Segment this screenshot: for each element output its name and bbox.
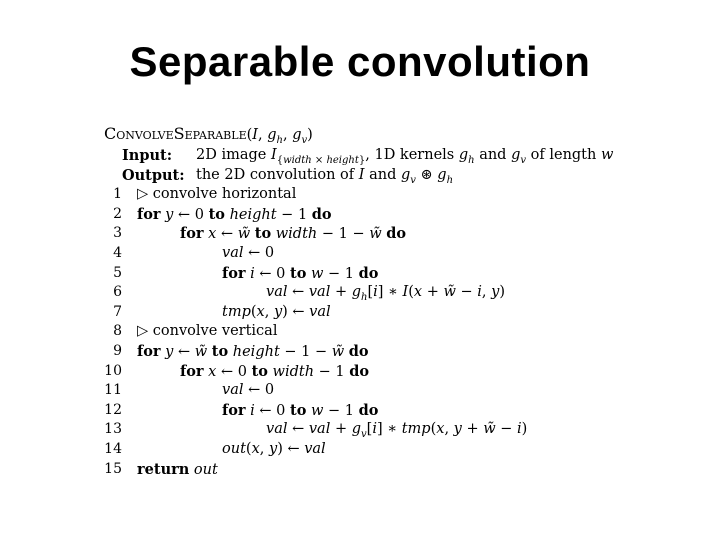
code-line [104,401,704,421]
code-line [104,283,704,303]
code-text: for i ← 0 to w − 1 do [222,264,379,282]
line-number: 4 [113,244,122,261]
code-line [104,303,704,323]
slide-title: Separable convolution [129,38,591,85]
line-number: 13 [104,421,122,438]
code-text: val ← 0 [222,382,275,399]
code-text: for x ← 0 to width − 1 do [180,362,370,380]
line-number: 3 [113,225,122,242]
algorithm-block [104,122,704,479]
code-line [104,205,704,225]
line-number: 14 [104,440,122,457]
code-line [104,185,704,205]
code-line [104,322,704,342]
code-line [104,420,704,440]
code-line [104,342,704,362]
code-text: for y ← w̃ to height − 1 − w̃ do [137,342,369,360]
line-number: 11 [104,382,122,399]
code-text: val ← val + $g_h[i]$ ∗ I(x + w̃ − i, y) [266,284,506,304]
code-text: ▷ convolve horizontal [137,186,297,203]
line-number: 8 [113,323,122,340]
code-text: return out [137,460,218,478]
line-number: 2 [113,205,122,222]
code-line [104,460,704,480]
code-text: out(x, y) ← val [222,440,326,457]
code-text: val ← 0 [222,244,275,261]
code-line [104,224,704,244]
code-text: tmp(x, y) ← val [222,303,331,320]
code-line [104,264,704,284]
algorithm-signature: ConvolveSeparable(I, $g_h$, $g_v$) [104,124,313,146]
output-text: the 2D convolution of I and $g_v$ ⊛ $g_h$ [196,166,454,186]
line-number: 1 [113,186,122,203]
code-text: val ← val + $g_v[i]$ ∗ tmp(x, y + w̃ − i) [266,421,528,441]
code-line [104,381,704,401]
line-number: 15 [104,460,122,477]
line-number: 5 [113,264,122,281]
input-row [104,146,704,166]
input-text: 2D image $I_{\{width \times height\}}$, 1D kernels $g_h$ and $g_v$ of length w [196,147,614,166]
line-number: 10 [104,362,122,379]
line-number: 6 [113,284,122,301]
code-line [104,362,704,382]
code-text: ▷ convolve vertical [137,323,278,340]
algorithm-name: ConvolveSeparable [104,124,247,143]
line-number: 7 [113,303,122,320]
code-line [104,440,704,460]
line-number: 9 [113,342,122,359]
code-text: for i ← 0 to w − 1 do [222,401,379,419]
input-label: Input: [122,147,173,164]
output-row [104,166,704,186]
code-line [104,244,704,264]
code-text: for x ← w̃ to width − 1 − w̃ do [180,225,407,243]
output-label: Output: [122,166,185,184]
line-number: 12 [104,401,122,418]
code-text: for y ← 0 to height − 1 do [137,205,332,223]
